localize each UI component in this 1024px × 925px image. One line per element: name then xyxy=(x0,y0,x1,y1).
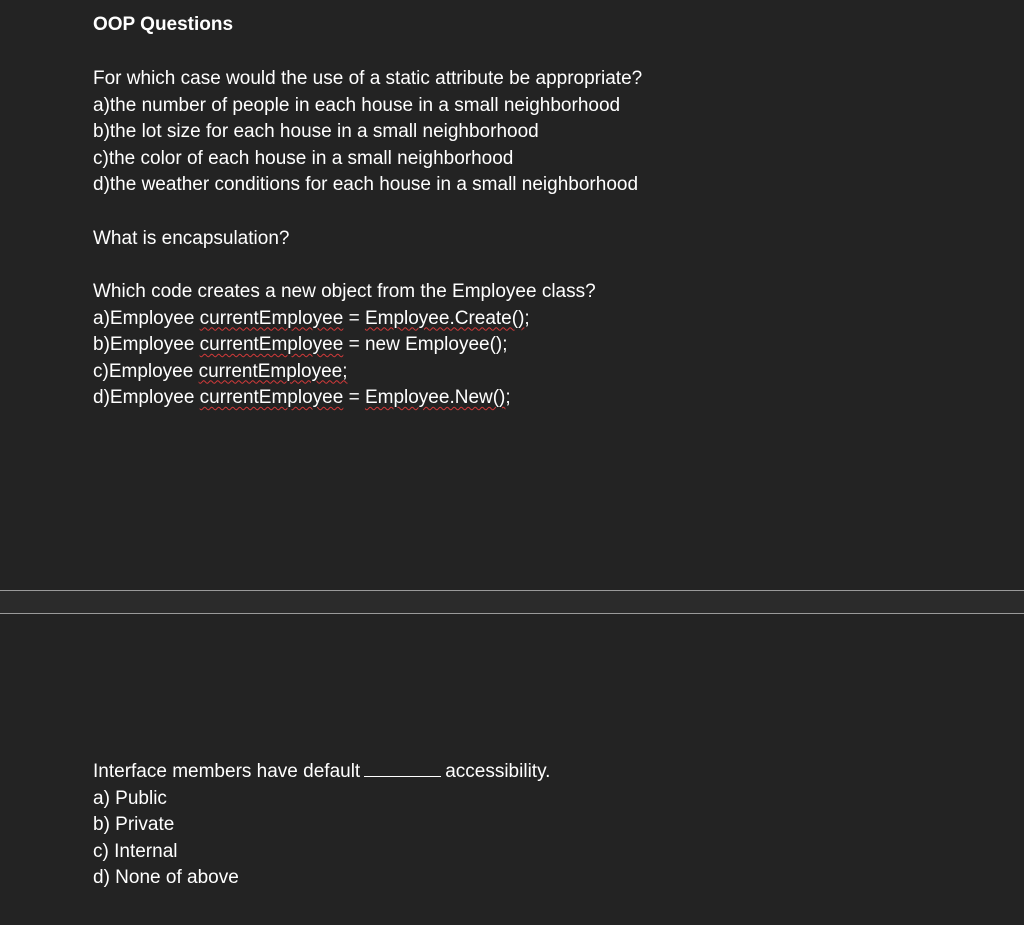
q1-option-d: d)the weather conditions for each house in a small neighborhood xyxy=(93,174,639,195)
q4-option-a: a) Public xyxy=(93,787,167,809)
q3-option-a xyxy=(93,306,993,333)
q3-d-prefix: d)Employee xyxy=(93,387,200,408)
spacer xyxy=(93,199,993,226)
page-1-content xyxy=(93,12,993,412)
q3-a-end: ; xyxy=(524,307,530,329)
q3-c-var: currentEmployee; xyxy=(198,360,348,382)
q1-question: For which case would the use of a static attribute be appropriate? xyxy=(93,68,643,89)
q4-option-d: d) None of above xyxy=(93,867,239,888)
q3-option-c xyxy=(93,359,993,386)
q3-question: Which code creates a new object from the Employee class? xyxy=(93,281,596,302)
q4-question-start: Interface members have default xyxy=(93,761,361,782)
q3-b-rest: = new Employee(); xyxy=(343,334,508,355)
q1-option-a: a)the number of people in each house in a small neighborhood xyxy=(93,94,621,116)
q3-a-call: Employee.Create() xyxy=(364,307,525,329)
q3-b-var: currentEmployee xyxy=(199,334,344,355)
q3-d-call: Employee.New() xyxy=(364,387,506,408)
q4-question xyxy=(93,759,993,786)
q3-a-var: currentEmployee xyxy=(199,307,344,329)
spacer xyxy=(93,252,993,279)
q3-d-mid: = xyxy=(343,387,365,408)
fill-in-blank xyxy=(364,759,441,777)
q1-option-b: b)the lot size for each house in a small neighborhood xyxy=(93,121,539,142)
q1-option-c: c)the color of each house in a small neighborhood xyxy=(93,147,514,169)
document-title: OOP Questions xyxy=(93,14,234,35)
q3-d-var: currentEmployee xyxy=(199,387,344,408)
q2-question: What is encapsulation? xyxy=(93,227,290,249)
q3-b-prefix: b)Employee xyxy=(93,334,200,355)
q4-option-c: c) Internal xyxy=(93,840,178,862)
page-2-content xyxy=(93,759,993,892)
q3-a-mid: = xyxy=(343,307,365,329)
q4-question-end: accessibility. xyxy=(445,761,551,782)
q3-c-prefix: c)Employee xyxy=(93,360,199,382)
q3-d-end: ; xyxy=(505,387,511,408)
document-page-2 xyxy=(0,614,1024,925)
q3-a-prefix: a)Employee xyxy=(93,307,200,329)
q3-option-b xyxy=(93,332,993,359)
q3-option-d xyxy=(93,385,993,412)
q4-option-b: b) Private xyxy=(93,814,175,835)
page-break xyxy=(0,590,1024,614)
